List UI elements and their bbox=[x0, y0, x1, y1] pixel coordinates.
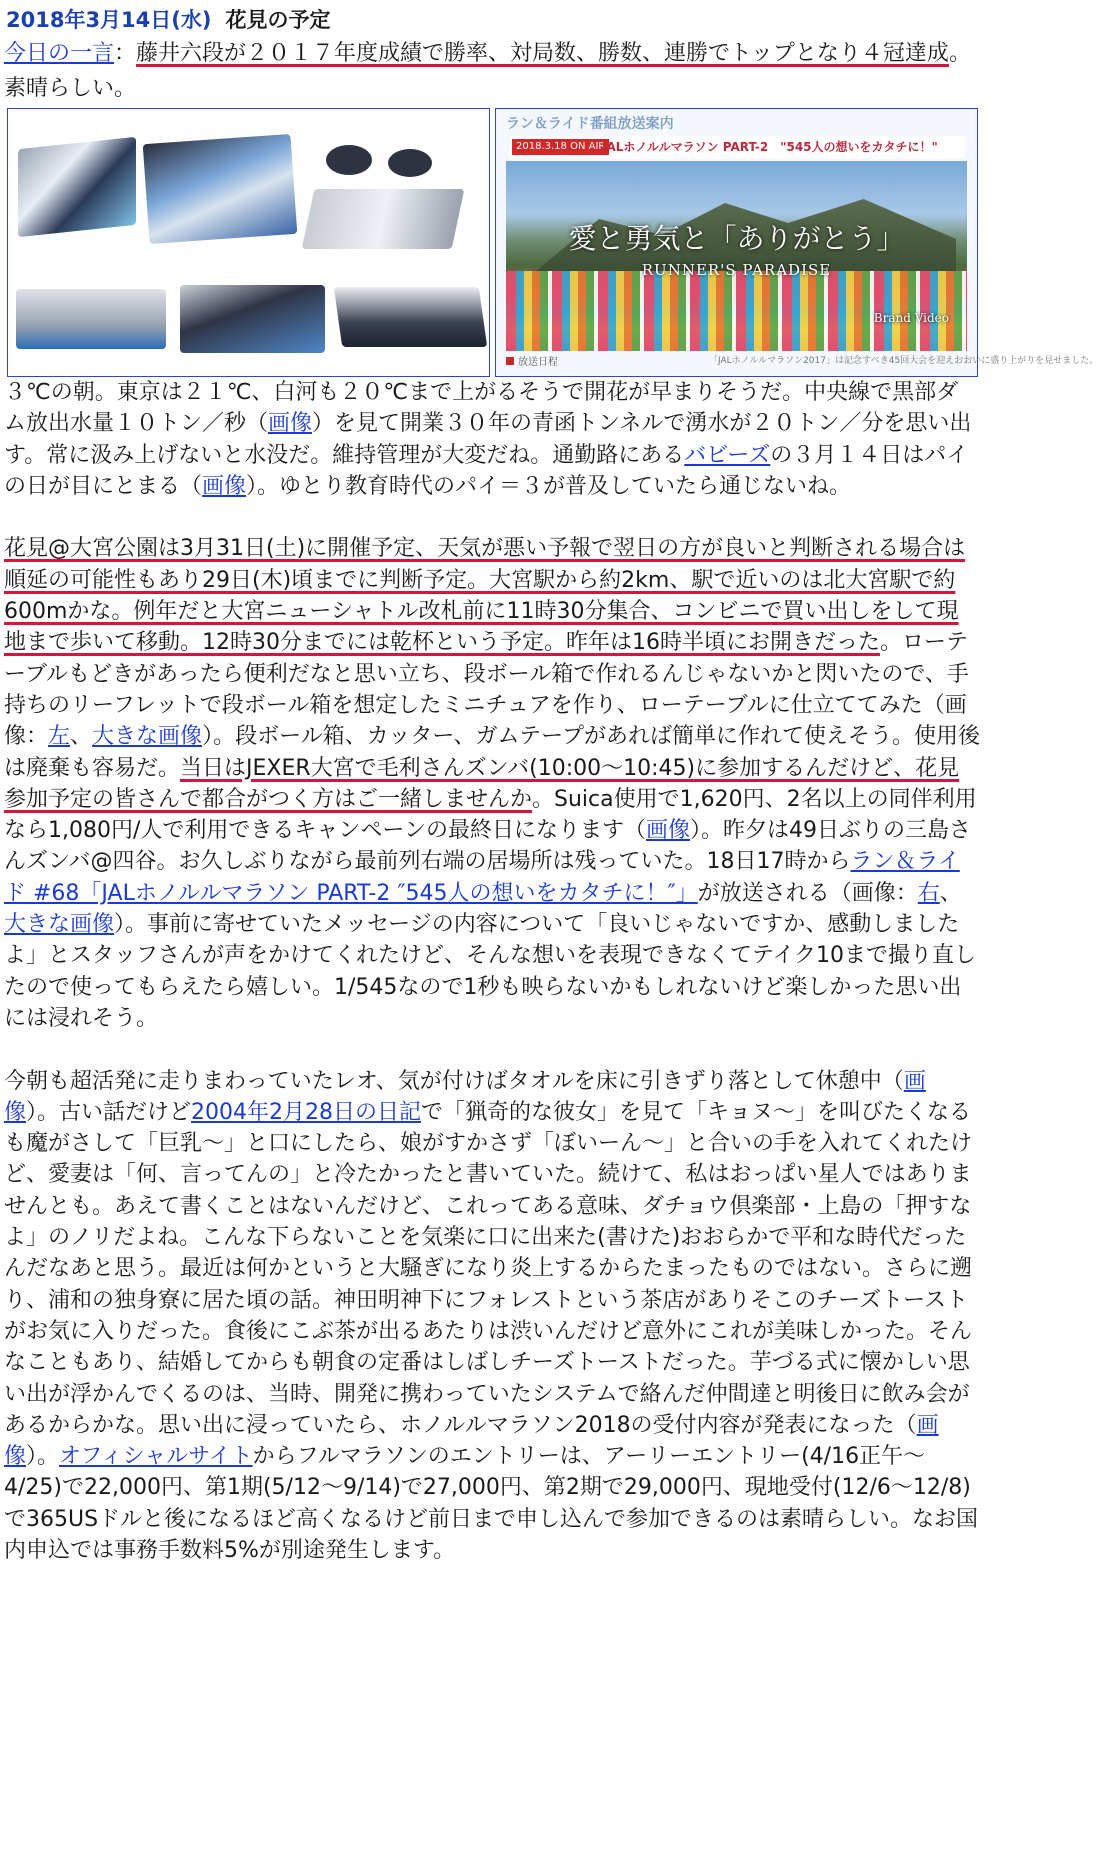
miniature-part-image bbox=[334, 287, 487, 347]
underlined-announcement: 花見@大宮公園は3月31日(土)に開催予定、天気が悪い予報で翌日の方が良いと判断される場合は順延の可能性もあり29日(木)頃までに判断予定。大宮駅から約2km、駅で近いのは北大宮駅で約600mかな。例年だと大宮ニューシャトル改札前に11時30分集合、コンビニで買い出しをして現地まで歩いて移動。12時30分までには乾杯という予定。昨年は16時半頃にお開きだった bbox=[4, 536, 966, 656]
text-run: 今朝も超活発に走りまわっていたレオ、気が付けばタオルを床に引きずり落として休憩中（ bbox=[4, 1068, 904, 1094]
daily-quote bbox=[4, 36, 980, 106]
broadcast-footer bbox=[506, 353, 558, 368]
miniature-part-image bbox=[302, 189, 465, 249]
right-image-link[interactable]: 右 bbox=[917, 880, 940, 906]
image-link[interactable]: 画像 bbox=[268, 411, 313, 437]
entry-date: 2018年3月14日(水) bbox=[6, 8, 212, 32]
miniature-part-image bbox=[18, 137, 136, 237]
program-title: JALホノルルマラソン PART-2 "545人の想いをカタチに！" bbox=[602, 140, 938, 154]
record-icon bbox=[506, 357, 514, 365]
paragraph-hanami bbox=[4, 533, 980, 1034]
miniature-part-image bbox=[143, 134, 298, 244]
run-and-ride-broadcast-image[interactable] bbox=[495, 108, 1098, 377]
marathon-crowd-scene bbox=[506, 161, 967, 351]
text-run: ）。古い話だけど bbox=[26, 1099, 192, 1125]
text-run: 、 bbox=[70, 724, 93, 750]
text-run: で「猟奇的な彼女」を見て「キョヌ～」を叫びたくなるも魔がさして「巨乳～」と口にしたら、娘がすかさず「ぼいーん～」と合いの手を入れてくれたけど、愛妻は「何、言ってんの」と冷たかったと書いていた。続けて、私はおっぱい星人ではありませんとも。あえて書くことはないんだけど、これってある意味、ダチョウ倶楽部・上島の「押すなよ」のノリだよね。こんな下らないことを気楽に口に出来た(書けた)おおらかで平和な時代だったんだなあと思う。最近は何かというと大騒ぎになり炎上するからたまったものではない。さらに遡り、浦和の独身寮に居た頃の話。神田明神下にフォレストという茶店がありそこのチーズトーストがお気に入りだった。食後にこぶ茶が出るあたりは渋いんだけど意外にこれが美味しかった。そんなこともあり、結婚してからも朝食の定番はしばしチーズトーストだった。芋づる式に懐かしい思い出が浮かんでくるのは、当時、開発に携わっていたシステムで絡んだ仲間達と明後日に飲み会があるからかな。思い出に浸っていたら、ホノルルマラソン2018の受付内容が発表になった（ bbox=[4, 1099, 973, 1438]
text-run: ）。事前に寄せていたメッセージの内容について「良いじゃないですか、感動しましたよ」とスタッフさんが声をかけてくれたけど、そんな想いを表現できなくてテイク10まで撮り直したので使ってもらえたら嬉しい。1/545なので1秒も映らないかもしれないけど楽しかった思い出には浸れそう。 bbox=[4, 912, 977, 1031]
slogan-subtitle: RUNNER'S PARADISE bbox=[641, 261, 832, 279]
left-image-link[interactable]: 左 bbox=[48, 724, 71, 750]
diary-body bbox=[4, 377, 980, 1566]
large-image-link[interactable]: 大きな画像 bbox=[92, 724, 203, 750]
official-site-link[interactable]: オフィシャルサイト bbox=[59, 1444, 253, 1470]
broadcast-bar bbox=[510, 136, 965, 158]
miniature-part-image bbox=[326, 145, 372, 175]
text-run: ）。 bbox=[26, 1444, 60, 1470]
slogan-text: 愛と勇気と「ありがとう」 bbox=[568, 222, 905, 255]
program-link[interactable]: ラン＆ライド #68「JALホノルルマラソン PART-2 ″545人の想いをカタチに！″」 bbox=[4, 849, 960, 906]
image-link[interactable]: 画像 bbox=[202, 473, 247, 499]
paragraph-leo bbox=[4, 1066, 980, 1567]
miniature-part-image bbox=[16, 289, 166, 349]
entry-title: 花見の予定 bbox=[225, 8, 331, 32]
miniature-part-image bbox=[388, 149, 432, 177]
paragraph-gap bbox=[4, 1034, 980, 1065]
broadcast-caption: 「JALホノルルマラソン2017」は記念すべき45回大会を迎えおおいに盛り上がりを見せました。 bbox=[709, 356, 1098, 366]
entry-header bbox=[6, 4, 330, 36]
babbies-link[interactable]: バビーズ bbox=[684, 442, 771, 468]
image-link[interactable]: 画像 bbox=[4, 1412, 939, 1470]
quote-separator: ： bbox=[114, 41, 137, 66]
text-run: ３℃の朝。東京は２１℃、白河も２０℃まで上がるそうで開花が早まりそうだ。中央線で黒部ダム放出水量１０トン／秒（ bbox=[4, 380, 959, 437]
text-run: からフルマラソンのエントリーは、アーリーエントリー(4/16正午～4/25)で22,000円、第1期(5/12～9/14)で27,000円、第2期で29,000円、現地受付(12/6～12/8)で365USドルと後になるほど高くなるけど前日まで申し込んで参加できるのは素晴らしい。なお国内申込では事務手数料5%が別途発生します。 bbox=[4, 1444, 979, 1563]
daily-quote-link[interactable]: 今日の一言 bbox=[4, 41, 115, 66]
text-run: が放送される（画像： bbox=[697, 880, 918, 906]
cardboard-miniature-photo[interactable] bbox=[7, 108, 490, 377]
miniature-part-image bbox=[180, 285, 325, 353]
broadcast-header: ラン＆ライド番組放送案内 bbox=[506, 116, 674, 132]
quote-underlined-text: 藤井六段が２０１７年度成績で勝率、対局数、勝数、連勝でトップとなり４冠達成 bbox=[136, 41, 949, 66]
image-link[interactable]: 画像 bbox=[645, 818, 690, 844]
paragraph-weather bbox=[4, 377, 980, 502]
broadcast-footer-label: 放送日程 bbox=[518, 357, 558, 368]
large-image-link[interactable]: 大きな画像 bbox=[4, 912, 115, 938]
quote-rest: 。素晴らしい。 bbox=[4, 41, 971, 101]
text-run: 、 bbox=[939, 880, 962, 906]
image-link[interactable]: 画像 bbox=[4, 1068, 926, 1125]
paragraph-gap bbox=[4, 502, 980, 533]
text-run: ）。ゆとり教育時代のパイ＝３が普及していたら通じないね。 bbox=[246, 473, 852, 499]
brand-video-label: Brand Video bbox=[873, 311, 949, 325]
underlined-invitation: 当日はJEXER大宮で毛利さんズンバ(10:00～10:45)に参加するんだけど、花見参加予定の皆さんで都合がつく方はご一緒しませんか bbox=[4, 755, 960, 812]
text-run: ）。昨夕は49日ぶりの三島さんズンバ@四谷。お久しぶりながら最前列右端の居場所は残っていた。18日17時から bbox=[4, 818, 971, 875]
text-run: 。Suica使用で1,620円、2名以上の同伴利用なら1,080円/人で利用できるキャンペーンの最終日になります（ bbox=[4, 786, 977, 844]
on-air-badge: 2018.3.18 ON AIR bbox=[512, 139, 609, 155]
text-run: ）。段ボール箱、カッター、ガムテープがあれば簡単に作れて使えそう。使用後は廃棄も容易だ。 bbox=[4, 724, 980, 781]
text-run: ）を見て開業３０年の青函トンネルで湧水が２０トン／分を思い出す。常に汲み上げないと水没だ。維持管理が大変だね。通勤路にある bbox=[4, 411, 972, 468]
old-diary-link[interactable]: 2004年2月28日の日記 bbox=[191, 1099, 422, 1125]
text-run: 。ローテーブルもどきがあったら便利だなと思い立ち、段ボール箱で作れるんじゃないかと閃いたので、手持ちのリーフレットで段ボール箱を想定したミニチュアを作り、ローテーブルに仕立ててみた（画像： bbox=[4, 630, 969, 750]
text-run: の３月１４日はパイの日が目にとまる（ bbox=[4, 442, 969, 499]
